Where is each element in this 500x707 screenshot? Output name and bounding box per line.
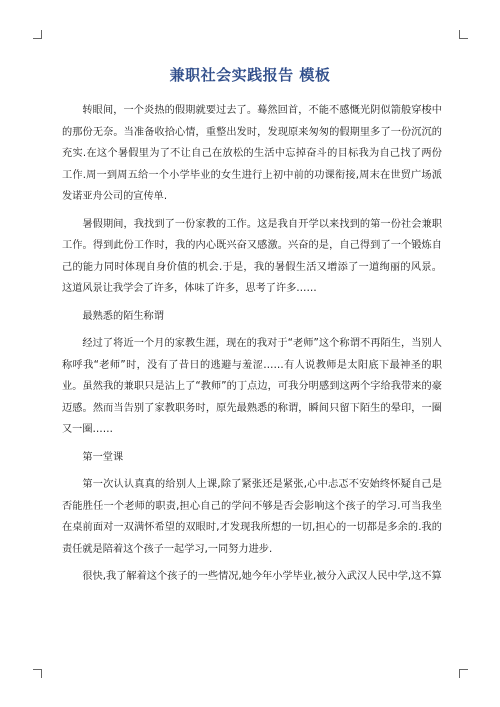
paragraph: 经过了将近一个月的家教生涯，现在的我对于“老师”这个称谓不再陌生，当别人称呼我“老师”时，没有了昔日的逃避与羞涩……有人说教师是太阳底下最神圣的职业。虽然我的兼职只是沾上了“教师”的丁点边，可我分明感到这两个字给我带来的豪迈感。然而当告别了家教职务时，原先最熟悉的称谓，瞬间只留下陌生的晕印，一圈又一圈……	[62, 338, 442, 435]
paragraph: 转眼间，一个炎热的假期就要过去了。蓦然回首，不能不感慨光阴似箭般穿梭中的那份无奈。当准备收拾心情，重整出发时，发现原来匆匆的假期里多了一份沉沉的充实.在这个暑假里为了不让自己在放松的生活中忘掉奋斗的目标我为自己找了两份工作.周一到周五给一个小学毕业的女生进行上初中前的功课衔接,周末在世贸广场派发诺亚舟公司的宣传单.	[62, 105, 442, 202]
paragraph: 暑假期间，我找到了一份家教的工作。这是我自开学以来找到的第一份社会兼职工作。得到此份工作时，我的内心既兴奋又感激。兴奋的是，自己得到了一个锻炼自己的能力同时体现自身价值的机会.于是，我的暑假生活又增添了一道绚丽的风景。这道风景让我学会了许多，体味了许多，思考了许多……	[62, 218, 442, 294]
section-heading: 最熟悉的陌生称谓	[82, 310, 164, 322]
paragraph: 很快,我了解着这个孩子的一些情况,她今年小学毕业,被分入武汉人民中学,这不算	[82, 571, 442, 582]
paragraph: 第一次认认真真的给别人上课,除了紧张还是紧张,心中忐忑不安始终怀疑自己是否能胜任一个老师的职责,担心自己的学问不够是否会影响这个孩子的学习.可当我坐在桌前面对一双满怀希望的双眼时,才发现我所想的一切,担心的一切都是多余的.我的责任就是陪着这个孩子一起学习,一同努力进步.	[62, 479, 442, 555]
section-heading: 第一堂课	[82, 451, 124, 463]
crop-mark-top-left	[33, 30, 42, 39]
crop-mark-bottom-right	[459, 669, 468, 678]
document-body	[62, 100, 442, 594]
document-title: 兼职社会实践报告 模板	[169, 66, 331, 84]
crop-mark-top-right	[459, 30, 468, 39]
crop-mark-bottom-left	[33, 669, 42, 678]
